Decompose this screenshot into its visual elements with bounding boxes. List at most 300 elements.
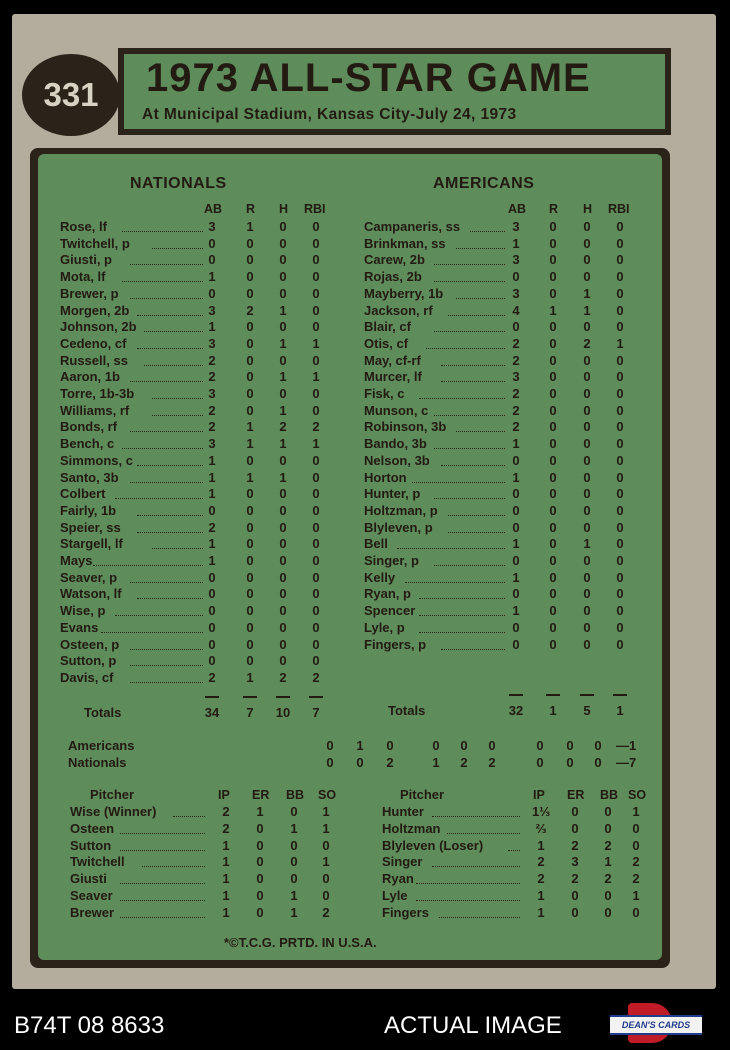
stat-value: 0 <box>594 755 602 770</box>
stat-value: 0 <box>279 502 287 518</box>
stat-value: 0 <box>549 603 557 619</box>
leader-dots <box>120 883 205 884</box>
leader-dots <box>130 431 203 432</box>
stat-value: 0 <box>460 738 468 753</box>
stat-value: 1 <box>208 553 216 568</box>
stat-value: 0 <box>279 536 287 552</box>
stat-value: 0 <box>571 888 579 903</box>
stat-value: 1 <box>279 469 287 485</box>
nationals-player-name: Seaver, p <box>60 569 118 585</box>
stat-value: 1 <box>290 904 298 920</box>
linescore-team: Americans <box>68 738 135 753</box>
stat-value: 0 <box>208 603 216 619</box>
stat-value: 0 <box>279 603 287 619</box>
americans-pitcher-head: Pitcher <box>400 787 445 802</box>
nationals-col-ab: AB <box>204 202 223 216</box>
stat-value: 0 <box>616 319 624 335</box>
stat-value: 0 <box>583 436 591 452</box>
stat-value: 3 <box>208 302 216 318</box>
logo-band: DEAN'S CARDS <box>610 1015 702 1035</box>
leader-dots <box>441 465 505 466</box>
stat-value: 0 <box>279 569 287 585</box>
stat-value: 2 <box>208 402 216 418</box>
stat-value: 0 <box>583 419 591 435</box>
stat-value: 3 <box>571 854 579 870</box>
leader-dots <box>416 883 520 884</box>
nationals-col-rbi: RBI <box>304 202 326 216</box>
nationals-player-name: Johnson, 2b <box>60 319 137 335</box>
stat-value: 0 <box>549 419 557 435</box>
stat-value: 0 <box>583 636 591 652</box>
stat-value: 10 <box>275 705 291 720</box>
leader-dots <box>137 348 203 349</box>
stat-value: 0 <box>322 837 330 853</box>
stat-value: 0 <box>549 569 557 585</box>
leader-dots <box>434 448 505 449</box>
stat-value: 1 <box>208 269 216 285</box>
stat-value: 1⅓ <box>532 804 551 819</box>
leader-dots <box>434 331 505 332</box>
stat-value: 0 <box>616 486 624 502</box>
stat-value: 2 <box>512 335 520 351</box>
stat-value: 2 <box>246 302 254 318</box>
stat-value: 0 <box>312 235 320 251</box>
stat-value: 0 <box>549 219 557 234</box>
nationals-player-name: Mays <box>60 553 93 568</box>
stat-value: 0 <box>616 519 624 535</box>
stat-value: 0 <box>279 653 287 669</box>
stat-value: 0 <box>312 519 320 535</box>
stat-value: 0 <box>208 285 216 301</box>
stat-value: 1 <box>322 804 330 819</box>
leader-dots <box>426 348 505 349</box>
stat-value: 1 <box>222 837 230 853</box>
nationals-player-name: Torre, 1b-3b <box>60 386 135 401</box>
nationals-pitcher-head: Pitcher <box>90 787 135 802</box>
stat-value: 0 <box>616 352 624 368</box>
stat-value: 0 <box>583 553 591 568</box>
stat-value: 0 <box>566 738 574 753</box>
stat-value: 0 <box>583 369 591 385</box>
stat-value: 2 <box>279 419 287 435</box>
deans-cards-logo <box>610 1003 702 1043</box>
stat-value: 1 <box>222 888 230 903</box>
americans-player-name: Kelly <box>364 569 396 585</box>
stat-value: 0 <box>549 636 557 652</box>
stat-value: 3 <box>208 219 216 234</box>
nationals-pitcher-name: Seaver <box>70 888 113 903</box>
stat-value: 0 <box>549 586 557 602</box>
leader-dots <box>448 532 505 533</box>
stat-value: 0 <box>312 219 320 234</box>
stat-value: 1 <box>583 536 591 552</box>
stat-value: 0 <box>616 553 624 568</box>
stat-value: 0 <box>616 252 624 268</box>
leader-dots <box>434 565 505 566</box>
stat-value: 1 <box>549 302 557 318</box>
americans-col-rbi: RBI <box>608 202 630 216</box>
stat-value: 2 <box>512 419 520 435</box>
stat-value: 2 <box>537 871 545 887</box>
leader-dots <box>434 498 505 499</box>
stat-value: 0 <box>290 854 298 870</box>
nationals-player-name: Santo, 3b <box>60 469 119 485</box>
stat-value: 0 <box>512 319 520 335</box>
americans-player-name: Bando, 3b <box>364 436 427 452</box>
stat-value: 2 <box>583 335 591 351</box>
stat-value: 0 <box>312 569 320 585</box>
stat-value: 0 <box>549 619 557 635</box>
stat-value: 0 <box>549 469 557 485</box>
stat-value: 0 <box>616 219 624 234</box>
nationals-pitcher-name: Brewer <box>70 904 115 920</box>
stat-value: 1 <box>312 436 320 452</box>
stat-value: 0 <box>246 319 254 335</box>
stat-value: 0 <box>488 738 496 753</box>
leader-dots <box>456 431 505 432</box>
leader-dots <box>130 264 203 265</box>
stat-value: 1 <box>279 302 287 318</box>
nationals-player-name: Twitchell, p <box>60 235 130 251</box>
leader-dots <box>434 281 505 282</box>
leader-dots <box>130 381 203 382</box>
stat-value: 0 <box>279 452 287 468</box>
stat-value: 1 <box>512 603 520 619</box>
leader-dots <box>456 298 505 299</box>
stat-value: 0 <box>312 352 320 368</box>
stat-value: 0 <box>208 653 216 669</box>
nationals-player-name: Williams, rf <box>60 402 130 418</box>
stat-value: 2 <box>460 755 468 770</box>
stat-value: 0 <box>279 235 287 251</box>
americans-pitcher-name: Hunter <box>382 804 424 819</box>
stat-value: 0 <box>312 319 320 335</box>
stat-value: 1 <box>583 285 591 301</box>
leader-dots <box>397 548 505 549</box>
stat-value: 0 <box>246 536 254 552</box>
stat-value: 0 <box>246 235 254 251</box>
leader-dots <box>137 598 203 599</box>
stat-value: 2 <box>604 837 612 853</box>
stat-value: 0 <box>549 269 557 285</box>
nationals-player-name: Cedeno, cf <box>60 335 127 351</box>
stat-value: 0 <box>312 302 320 318</box>
stat-value: 0 <box>246 502 254 518</box>
nationals-player-name: Colbert <box>60 486 106 502</box>
nationals-player-name: Sutton, p <box>60 653 117 669</box>
stat-value: 0 <box>290 871 298 887</box>
stat-value: 0 <box>312 603 320 619</box>
stat-value: 0 <box>616 452 624 468</box>
stat-value: 1 <box>512 469 520 485</box>
stat-value: 0 <box>616 636 624 652</box>
stat-value: 1 <box>549 703 557 718</box>
stat-value: 0 <box>312 285 320 301</box>
stat-value: 0 <box>549 252 557 268</box>
leader-dots <box>122 281 203 282</box>
stat-value: 2 <box>537 854 545 870</box>
stat-value: 0 <box>279 219 287 234</box>
stat-value: 0 <box>246 586 254 602</box>
stat-value: 0 <box>312 653 320 669</box>
americans-col-h: H <box>583 202 593 216</box>
nationals-player-name: Brewer, p <box>60 285 119 301</box>
stat-value: 0 <box>246 369 254 385</box>
stat-value: 0 <box>326 755 334 770</box>
stat-value: 1 <box>322 820 330 836</box>
nationals-player-name: Stargell, lf <box>60 536 123 552</box>
totals-rule <box>546 694 560 696</box>
leader-dots <box>137 465 203 466</box>
stat-value: 0 <box>326 738 334 753</box>
print-line: *©T.C.G. PRTD. IN U.S.A. <box>224 935 377 950</box>
stat-value: 0 <box>632 837 640 853</box>
stat-value: 0 <box>512 486 520 502</box>
stat-value: 0 <box>549 519 557 535</box>
stat-value: 0 <box>256 904 264 920</box>
stat-value: 0 <box>208 252 216 268</box>
nationals-player-name: Simmons, c <box>60 452 133 468</box>
stat-value: 1 <box>208 319 216 335</box>
stat-value: 2 <box>208 352 216 368</box>
stat-value: 0 <box>616 386 624 401</box>
stat-value: 1 <box>246 219 254 234</box>
stat-value: 0 <box>246 636 254 652</box>
stat-value: 1 <box>208 469 216 485</box>
stat-value: 0 <box>616 469 624 485</box>
stat-value: 0 <box>583 502 591 518</box>
stat-value: 0 <box>583 402 591 418</box>
stat-value: 2 <box>571 837 579 853</box>
stat-value: 0 <box>322 871 330 887</box>
stat-value: 0 <box>312 586 320 602</box>
leader-dots <box>120 917 205 918</box>
stat-value: 0 <box>604 820 612 836</box>
stat-value: 0 <box>632 820 640 836</box>
stat-value: 0 <box>312 553 320 568</box>
stat-value: 0 <box>246 352 254 368</box>
stat-value: 1 <box>246 669 254 685</box>
nationals-pcol-ip: IP <box>218 788 230 802</box>
leader-dots <box>152 398 203 399</box>
stat-value: 2 <box>208 419 216 435</box>
leader-dots <box>470 231 505 232</box>
nationals-player-name: Wise, p <box>60 603 106 619</box>
stat-value: 1 <box>322 854 330 870</box>
leader-dots <box>130 582 203 583</box>
totals-rule <box>613 694 627 696</box>
leader-dots <box>432 866 520 867</box>
leader-dots <box>448 515 505 516</box>
stat-value: 0 <box>279 586 287 602</box>
stat-value: 1 <box>246 469 254 485</box>
actual-image-label: ACTUAL IMAGE <box>384 1012 562 1039</box>
stat-value: 0 <box>279 285 287 301</box>
box-score-panel-inner <box>38 154 662 960</box>
stat-value: 3 <box>208 436 216 452</box>
nationals-player-name: Bench, c <box>60 436 115 452</box>
leader-dots <box>130 482 203 483</box>
stat-value: 2 <box>322 904 330 920</box>
stat-value: 0 <box>512 636 520 652</box>
stat-value: 0 <box>279 386 287 401</box>
stat-value: 1 <box>616 335 624 351</box>
stat-value: 0 <box>583 619 591 635</box>
stat-value: 0 <box>256 837 264 853</box>
americans-pitcher-name: Lyle <box>382 888 408 903</box>
nationals-pitcher-name: Sutton <box>70 837 112 853</box>
card-number: 331 <box>43 76 99 113</box>
stat-value: 0 <box>208 636 216 652</box>
stat-value: 0 <box>604 904 612 920</box>
totals-rule <box>509 694 523 696</box>
nationals-player-name: Giusti, p <box>60 252 112 268</box>
stat-value: 0 <box>583 319 591 335</box>
stat-value: 0 <box>616 619 624 635</box>
stat-value: 0 <box>549 285 557 301</box>
stat-value: 1 <box>290 820 298 836</box>
stat-value: 0 <box>616 302 624 318</box>
stat-value: 0 <box>246 486 254 502</box>
cert-number: B74T 08 8633 <box>14 1012 165 1039</box>
stat-value: 0 <box>246 452 254 468</box>
leader-dots <box>441 365 505 366</box>
leader-dots <box>144 331 203 332</box>
stat-value: 2 <box>208 519 216 535</box>
americans-player-name: Lyle, p <box>364 619 405 635</box>
americans-title: AMERICANS <box>433 175 535 192</box>
leader-dots <box>152 548 203 549</box>
americans-player-name: Holtzman, p <box>364 502 438 518</box>
stat-value: 0 <box>549 502 557 518</box>
nationals-player-name: Osteen, p <box>60 636 120 652</box>
americans-player-name: Hunter, p <box>364 486 421 502</box>
leader-dots <box>93 565 203 566</box>
stat-value: 2 <box>312 419 320 435</box>
stat-value: 0 <box>549 319 557 335</box>
leader-dots <box>122 448 203 449</box>
stat-value: 1 <box>208 452 216 468</box>
stat-value: 2 <box>632 871 640 887</box>
americans-player-name: Rojas, 2b <box>364 269 422 285</box>
stat-value: 1 <box>222 904 230 920</box>
stat-value: 0 <box>549 553 557 568</box>
stat-value: 0 <box>256 820 264 836</box>
nationals-pcol-so: SO <box>318 788 337 802</box>
stat-value: 0 <box>583 352 591 368</box>
stat-value: 32 <box>508 703 524 718</box>
americans-player-name: Horton <box>364 469 407 485</box>
americans-player-name: Mayberry, 1b <box>364 285 444 301</box>
stat-value: 0 <box>616 269 624 285</box>
stat-value: 0 <box>386 738 394 753</box>
leader-dots <box>152 248 203 249</box>
header-banner <box>118 48 671 135</box>
stat-value: 0 <box>246 653 254 669</box>
leader-dots <box>419 632 505 633</box>
stat-value: 2 <box>488 755 496 770</box>
stat-value: 7 <box>312 705 320 720</box>
stat-value: 7 <box>246 705 254 720</box>
leader-dots <box>439 917 520 918</box>
linescore-team: Nationals <box>68 755 127 770</box>
leader-dots <box>130 665 203 666</box>
leader-dots <box>447 833 520 834</box>
stat-value: 1 <box>279 402 287 418</box>
stat-value: 0 <box>246 569 254 585</box>
stat-value: 0 <box>549 335 557 351</box>
leader-dots <box>152 415 203 416</box>
leader-dots <box>144 365 203 366</box>
americans-player-name: Jackson, rf <box>364 302 433 318</box>
nationals-pitcher-name: Osteen <box>70 820 115 836</box>
stat-value: 1 <box>537 837 545 853</box>
leader-dots <box>120 900 205 901</box>
americans-pcol-bb: BB <box>600 788 619 802</box>
stat-value: 2 <box>222 804 230 819</box>
stat-value: 0 <box>583 269 591 285</box>
stat-value: 0 <box>583 586 591 602</box>
stat-value: 0 <box>312 269 320 285</box>
leader-dots <box>441 649 505 650</box>
stat-value: 0 <box>594 738 602 753</box>
stat-value: 4 <box>512 302 520 318</box>
nationals-col-h: H <box>279 202 289 216</box>
americans-pcol-ip: IP <box>533 788 545 802</box>
stat-value: 1 <box>632 804 640 819</box>
nationals-player-name: Speier, ss <box>60 519 121 535</box>
stat-value: 1 <box>512 436 520 452</box>
stat-value: 0 <box>583 519 591 535</box>
totals-rule <box>276 696 290 698</box>
leader-dots <box>137 532 203 533</box>
nationals-title: NATIONALS <box>130 175 227 192</box>
nationals-pitcher-name: Twitchell <box>70 854 125 870</box>
stat-value: 1 <box>583 302 591 318</box>
americans-player-name: May, cf-rf <box>364 352 421 368</box>
leader-dots <box>130 682 203 683</box>
stat-value: 1 <box>246 436 254 452</box>
leader-dots <box>412 482 505 483</box>
stat-value: 0 <box>616 536 624 552</box>
stat-value: 0 <box>632 904 640 920</box>
stat-value: 0 <box>246 402 254 418</box>
box-score-panel <box>30 148 670 968</box>
leader-dots <box>137 515 203 516</box>
americans-pitcher-name: Ryan <box>382 871 414 887</box>
nationals-player-name: Evans <box>60 619 99 635</box>
stat-value: 0 <box>616 603 624 619</box>
leader-dots <box>115 498 203 499</box>
americans-player-name: Ryan, p <box>364 586 411 602</box>
stat-value: 0 <box>246 269 254 285</box>
stat-value: 0 <box>312 452 320 468</box>
americans-player-name: Murcer, lf <box>364 369 422 385</box>
americans-player-name: Blair, cf <box>364 319 411 335</box>
leader-dots <box>120 850 205 851</box>
stat-value: 5 <box>583 703 591 718</box>
americans-player-name: Nelson, 3b <box>364 452 430 468</box>
americans-col-ab: AB <box>508 202 527 216</box>
stat-value: 0 <box>571 904 579 920</box>
americans-player-name: Munson, c <box>364 402 429 418</box>
stat-value: 0 <box>566 755 574 770</box>
stat-value: 2 <box>208 669 216 685</box>
stat-value: 0 <box>312 619 320 635</box>
nationals-player-name: Russell, ss <box>60 352 128 368</box>
nationals-pcol-er: ER <box>252 788 270 802</box>
americans-pitcher-name: Holtzman <box>382 820 441 836</box>
